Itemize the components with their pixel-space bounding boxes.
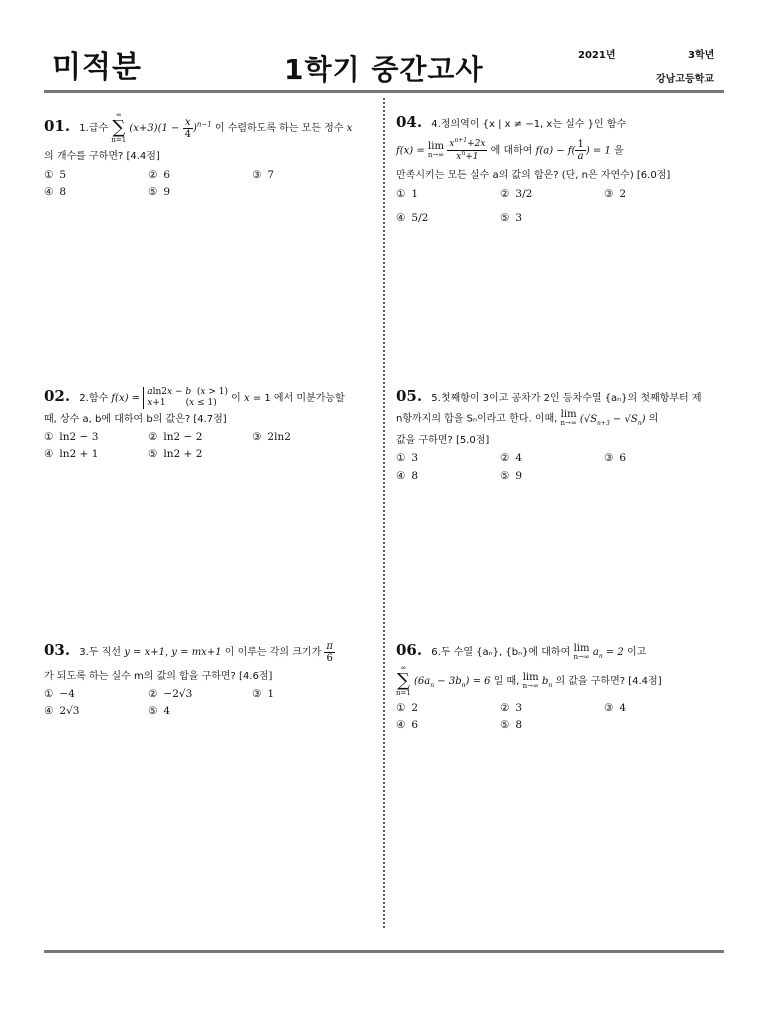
question-stem-cont-2: 만족시키는 모든 실수 a의 값의 합은? (단, n은 자연수) [6.0점]: [396, 170, 671, 182]
option-1[interactable]: ① ln2 − 3: [44, 431, 99, 444]
question-stem-cont: f(x) = lim n→∞ $\frac{x^{n+1}+2x}{x^n+1}$ 에 대하여 f(a) − f( $\frac{1}{a}$ ) = 1 을: [396, 137, 624, 163]
question-01: [44, 112, 380, 199]
option-2[interactable]: ② −2√3: [148, 688, 193, 700]
option-5[interactable]: ⑤ 9: [148, 185, 171, 198]
school-name: 강남고등학교: [656, 74, 714, 85]
option-4[interactable]: ④ 5/2: [396, 211, 429, 224]
question-stem-cont: n항까지의 합을 Sₙ이라고 한다. 이때, lim n→∞ $(√S_{n+3} - √S_n)$ 의: [396, 409, 659, 428]
option-1[interactable]: ① 2: [396, 702, 419, 715]
option-1[interactable]: ① 5: [44, 168, 67, 181]
question-number: 01.: [44, 117, 71, 135]
exam-title: 1학기 중간고사: [284, 53, 484, 86]
piecewise-function: aln2x − b (x > 1) x+1 (x ≤ 1): [143, 387, 228, 409]
options: [396, 451, 732, 482]
option-3[interactable]: ③ 1: [252, 688, 275, 700]
question-number: 02.: [44, 387, 71, 405]
question-number: 05.: [396, 387, 423, 405]
subject-title: 미적분: [52, 50, 142, 85]
question-stem: 01. 1.급수 ∞ ∑ n=1 (x+3)(1 − $\frac{x}{4}$ )$^{n-1}$ 이 수렴하도록 하는 모든 정수 x: [44, 111, 353, 144]
exam-year: 2021년: [578, 50, 616, 61]
question-stem-cont: 의 개수를 구하면? [4.4점]: [44, 151, 160, 162]
option-1[interactable]: ① 1: [396, 187, 419, 200]
question-04: [396, 112, 732, 225]
question-02: [44, 386, 380, 462]
option-3[interactable]: ③ 7: [252, 168, 275, 181]
limit-symbol: lim n→∞: [522, 671, 539, 690]
summation-symbol: ∞ ∑ n=1: [111, 111, 127, 144]
option-1[interactable]: ① −4: [44, 688, 75, 700]
option-3[interactable]: ③ 2: [604, 187, 627, 200]
exam-grade: 3학년: [688, 50, 715, 61]
options: [396, 701, 732, 732]
option-2[interactable]: ② ln2 − 2: [148, 431, 203, 444]
option-4[interactable]: ④ 8: [396, 469, 419, 482]
question-stem-cont: ∞ ∑ n=1 $(6a_n - 3b_n) = 6$ 일 때, lim n→∞ $b_n$ 의 값을 구하면? [4.4점]: [396, 664, 662, 698]
option-4[interactable]: ④ 2√3: [44, 705, 80, 718]
fraction: $\frac{1}{a}$: [577, 139, 584, 163]
limit-symbol: lim n→∞: [560, 409, 577, 428]
question-05: [396, 386, 732, 483]
bottom-rule: [44, 950, 724, 953]
fraction: $\frac{\pi}{6}$: [326, 640, 333, 664]
limit-symbol: lim n→∞: [573, 642, 590, 661]
option-3[interactable]: ③ 2ln2: [252, 431, 291, 444]
option-2[interactable]: ② 3: [500, 702, 523, 715]
option-4[interactable]: ④ 8: [44, 185, 67, 198]
option-5[interactable]: ⑤ 4: [148, 705, 171, 718]
option-1[interactable]: ① 3: [396, 452, 419, 465]
options: [44, 430, 380, 461]
option-5[interactable]: ⑤ 9: [500, 469, 523, 482]
option-2[interactable]: ② 3/2: [500, 187, 533, 200]
option-2[interactable]: ② 6: [148, 168, 171, 181]
option-4[interactable]: ④ ln2 + 1: [44, 448, 99, 461]
fraction: $\frac{x}{4}$: [184, 116, 191, 140]
question-stem: 02. 2.함수 f(x) = aln2x − b (x > 1) x+1 (x ≤ 1) 이 x = 1 에서 미분가능할: [44, 387, 345, 408]
option-4[interactable]: ④ 6: [396, 719, 419, 732]
question-stem: 05. 5.첫째항이 3이고 공차가 2인 등차수열 {aₙ}의 첫째항부터 제: [396, 387, 702, 405]
column-divider: [383, 98, 385, 928]
fraction: $\frac{x^{n+1}+2x}{x^n+1}$: [449, 137, 486, 163]
question-stem-cont: 가 되도록 하는 실수 m의 값의 합을 구하면? [4.6점]: [44, 670, 273, 682]
exam-header: [0, 0, 768, 100]
question-number: 06.: [396, 641, 423, 659]
option-5[interactable]: ⑤ 3: [500, 211, 523, 224]
top-rule: [44, 90, 724, 93]
option-5[interactable]: ⑤ 8: [500, 719, 523, 732]
question-stem-cont-2: 값을 구하면? [5.0점]: [396, 434, 490, 446]
options: [396, 187, 732, 225]
option-5[interactable]: ⑤ ln2 + 2: [148, 448, 203, 461]
options: [44, 168, 380, 199]
limit-symbol: lim n→∞: [427, 141, 445, 160]
question-stem-cont: 때, 상수 a, b에 대하여 b의 값은? [4.7점]: [44, 413, 227, 425]
question-stem: 06. 6.두 수열 {aₙ}, {bₙ}에 대하여 lim n→∞ $a_n = 2$ 이고: [396, 641, 647, 661]
question-number: 03.: [44, 641, 71, 659]
question-stem: 04. 4.정의역이 {x | x ≠ −1, x는 실수 }인 함수: [396, 113, 627, 131]
question-03: [44, 640, 380, 718]
options: [44, 687, 380, 718]
question-number: 04.: [396, 113, 423, 131]
option-3[interactable]: ③ 4: [604, 702, 627, 715]
summation-symbol: ∞ ∑ n=1: [396, 664, 411, 698]
question-stem: 03. 3.두 직선 y = x+1, y = mx+1 이 이루는 각의 크기가 $\frac{\pi}{6}$: [44, 640, 333, 664]
option-3[interactable]: ③ 6: [604, 452, 627, 465]
question-06: [396, 640, 732, 732]
option-2[interactable]: ② 4: [500, 452, 523, 465]
